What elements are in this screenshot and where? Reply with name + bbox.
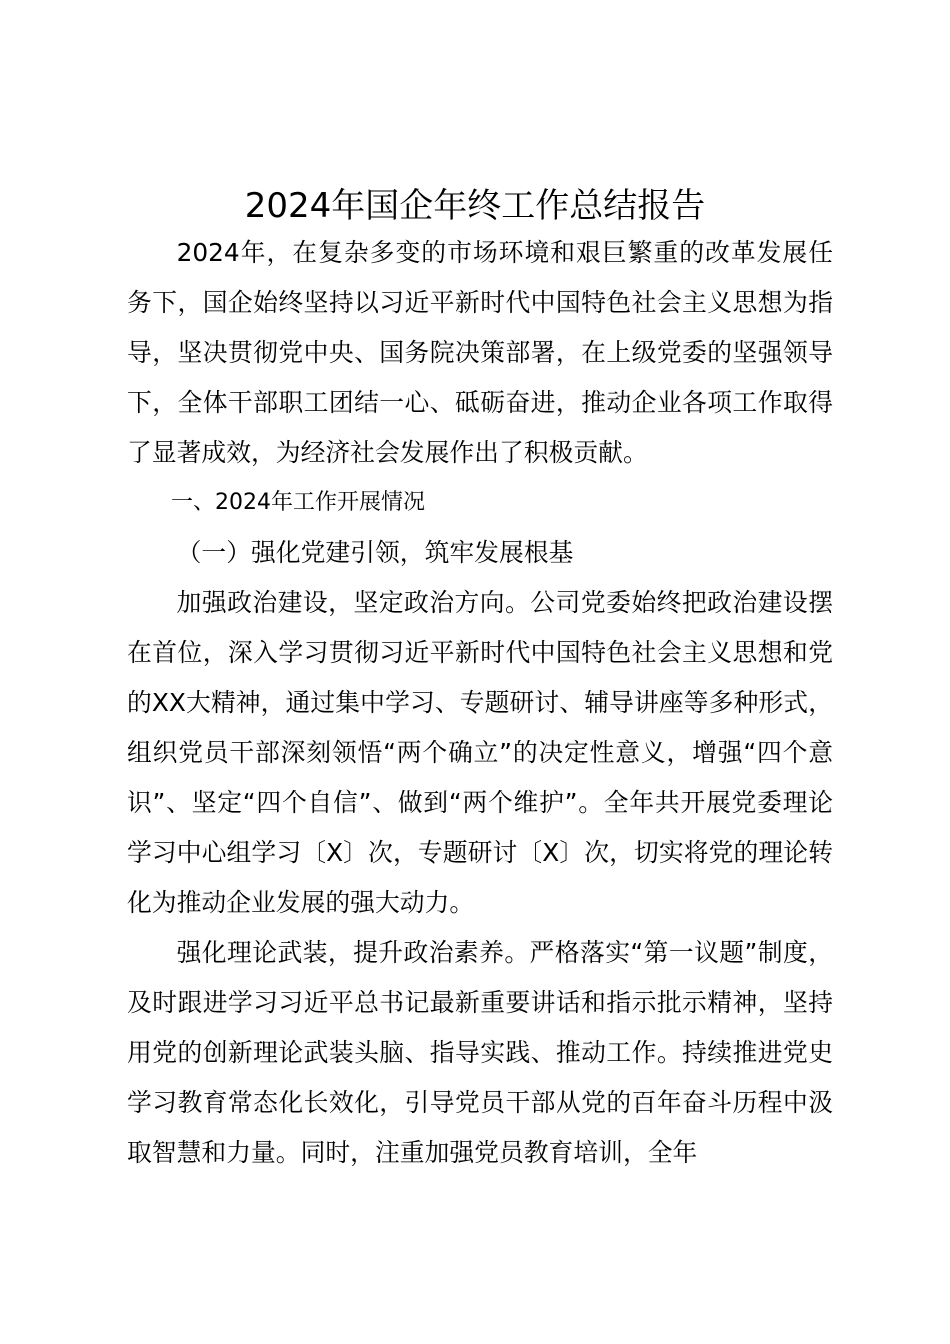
body-paragraph-political-building: 加强政治建设，坚定政治方向。公司党委始终把政治建设摆在首位，深入学习贯彻习近平新时代中国特色社会主义思想和党的XX大精神，通过集中学习、专题研讨、辅导讲座等多种形式，组织党员干部深刻领悟“两个确立”的决定性意义，增强“四个意识”、坚定“四个自信”、做到“两个维护”。全年共开展党委理论学习中心组学习〔X〕次，专题研讨〔X〕次，切实将党的理论转化为推动企业发展的强大动力。 bbox=[127, 588, 833, 917]
document-body bbox=[127, 228, 833, 1178]
section-heading: 一、2024年工作开展情况 bbox=[171, 490, 425, 515]
document-title: 2024年国企年终工作总结报告 bbox=[244, 186, 706, 226]
subsection-heading: （一）强化党建引领，筑牢发展根基 bbox=[176, 538, 574, 567]
body-paragraph-theory-armament: 强化理论武装，提升政治素养。严格落实“第一议题”制度，及时跟进学习习近平总书记最新重要讲话和指示批示精神，坚持用党的创新理论武装头脑、指导实践、推动工作。持续推进党史学习教育常态化长效化，引导党员干部从党的百年奋斗历程中汲取智慧和力量。同时，注重加强党员教育培训，全年 bbox=[127, 938, 833, 1167]
intro-paragraph: 2024年，在复杂多变的市场环境和艰巨繁重的改革发展任务下，国企始终坚持以习近平新时代中国特色社会主义思想为指导，坚决贯彻党中央、国务院决策部署，在上级党委的坚强领导下，全体干部职工团结一心、砥砺奋进，推动企业各项工作取得了显著成效，为经济社会发展作出了积极贡献。 bbox=[127, 238, 833, 467]
